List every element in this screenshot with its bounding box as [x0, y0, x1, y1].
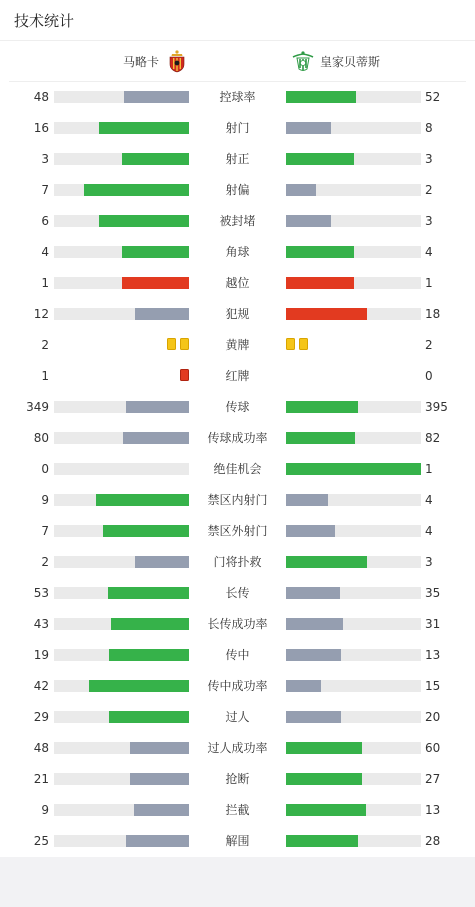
away-stat-value: 4: [425, 524, 433, 538]
away-bar-track: [286, 463, 421, 475]
home-bar-track: [54, 835, 189, 847]
home-stat-value: 6: [41, 214, 49, 228]
away-bar-track: [286, 246, 421, 258]
away-stat-value: 20: [425, 710, 441, 724]
home-bar-fill: [103, 525, 189, 537]
home-stat-value: 29: [33, 710, 49, 724]
home-bar-fill: [135, 308, 189, 320]
home-bar-fill: [99, 215, 190, 227]
home-bar-track: [54, 432, 189, 444]
away-stat-value: 15: [425, 679, 441, 693]
stat-row: [0, 795, 475, 826]
home-bar-fill: [123, 432, 189, 444]
away-stat-value: 2: [425, 183, 433, 197]
home-bar-fill: [124, 91, 189, 103]
away-bar-track: [286, 618, 421, 630]
stat-label: 过人成功率: [207, 741, 268, 755]
away-bar-track: [286, 711, 421, 723]
home-stat-value: 0: [41, 462, 49, 476]
away-bar-track: [286, 432, 421, 444]
home-bar-track: [54, 711, 189, 723]
away-stat-value: 395: [425, 400, 448, 414]
away-bar-track: [286, 649, 421, 661]
home-stat-value: 80: [33, 431, 49, 445]
stat-label: 被封堵: [219, 214, 256, 228]
stat-label: 解围: [225, 834, 250, 848]
away-bar-track: [286, 556, 421, 568]
away-stat-value: 52: [425, 90, 441, 104]
home-stat-value: 21: [33, 772, 49, 786]
away-stat-value: 35: [425, 586, 441, 600]
stat-label: 传中: [225, 648, 250, 662]
away-bar-fill: [286, 711, 341, 723]
home-bar-track: [54, 463, 189, 475]
stat-row: [0, 454, 475, 485]
home-bar-track: [54, 494, 189, 506]
away-bar-fill: [286, 804, 366, 816]
stats-header: [0, 0, 475, 41]
away-bar-fill: [286, 308, 367, 320]
away-stat-value: 13: [425, 648, 441, 662]
stat-label: 绝佳机会: [213, 462, 262, 476]
home-stat-value: 16: [33, 121, 49, 135]
home-bar-fill: [126, 835, 189, 847]
stat-label: 禁区内射门: [207, 493, 268, 507]
stat-row: [0, 516, 475, 547]
away-stat-value: 0: [425, 369, 433, 383]
away-bar-fill: [286, 649, 341, 661]
stat-row: [0, 237, 475, 268]
away-stat-value: 13: [425, 803, 441, 817]
home-stat-value: 7: [41, 183, 49, 197]
stat-row: [0, 175, 475, 206]
stat-row: [0, 82, 475, 113]
away-stat-value: 1: [425, 276, 433, 290]
away-bar-fill: [286, 463, 421, 475]
away-stat-value: 18: [425, 307, 441, 321]
stat-row: [0, 640, 475, 671]
stat-row: [0, 392, 475, 423]
home-bar-fill: [111, 618, 189, 630]
home-bar-fill: [84, 184, 189, 196]
home-bar-track: [54, 773, 189, 785]
home-stat-value: 48: [33, 741, 49, 755]
away-bar-fill: [286, 556, 367, 568]
away-stat-value: 60: [425, 741, 441, 755]
home-bar-track: [54, 246, 189, 258]
stat-label: 门将扑救: [213, 555, 262, 569]
home-stat-value: 4: [41, 245, 49, 259]
away-stat-value: 2: [425, 338, 433, 352]
away-bar-track: [286, 122, 421, 134]
stat-row: [0, 299, 475, 330]
away-bar-fill: [286, 742, 362, 754]
home-stat-value: 53: [33, 586, 49, 600]
away-bar-track: [286, 91, 421, 103]
away-team-name: 皇家贝蒂斯: [320, 54, 381, 69]
stat-label: 角球: [225, 245, 250, 259]
stat-label: 控球率: [219, 90, 256, 104]
away-bar-fill: [286, 525, 335, 537]
home-bar-fill: [130, 742, 189, 754]
away-bar-fill: [286, 215, 331, 227]
home-bar-fill: [122, 153, 190, 165]
away-bar-fill: [286, 587, 340, 599]
stat-row: [0, 609, 475, 640]
home-stat-value: 9: [41, 493, 49, 507]
away-bar-fill: [286, 680, 321, 692]
home-team-name: 马略卡: [122, 54, 159, 69]
mallorca-crest-icon: [165, 49, 189, 73]
home-bar-track: [54, 91, 189, 103]
stat-label: 传球: [225, 400, 250, 414]
home-bar-track: [54, 308, 189, 320]
away-stat-value: 4: [425, 245, 433, 259]
home-stat-value: 2: [41, 555, 49, 569]
away-stat-value: 28: [425, 834, 441, 848]
home-stat-value: 19: [33, 648, 49, 662]
away-bar-track: [286, 308, 421, 320]
home-bar-track: [54, 587, 189, 599]
home-bar-fill: [99, 122, 190, 134]
home-bar-fill: [89, 680, 189, 692]
home-stat-value: 1: [41, 276, 49, 290]
stat-label: 传球成功率: [207, 431, 268, 445]
yellow-card-icon: [180, 338, 189, 350]
away-bar-track: [286, 742, 421, 754]
stat-row: [0, 578, 475, 609]
away-bar-track: [286, 153, 421, 165]
home-stat-value: 2: [41, 338, 49, 352]
home-bar-track: [54, 184, 189, 196]
yellow-card-icon: [299, 338, 308, 350]
away-bar-fill: [286, 91, 356, 103]
home-cards: [180, 369, 189, 381]
home-team[interactable]: [123, 49, 189, 73]
home-bar-track: [54, 277, 189, 289]
home-bar-fill: [126, 401, 189, 413]
away-bar-fill: [286, 432, 355, 444]
stat-label: 拦截: [225, 803, 250, 817]
stat-row: [0, 423, 475, 454]
away-stat-value: 3: [425, 214, 433, 228]
away-bar-fill: [286, 122, 331, 134]
home-cards: [167, 338, 189, 350]
away-bar-fill: [286, 773, 362, 785]
home-bar-fill: [108, 587, 189, 599]
away-bar-track: [286, 215, 421, 227]
away-bar-track: [286, 773, 421, 785]
home-bar-track: [54, 525, 189, 537]
stat-label: 射门: [225, 121, 250, 135]
stat-row: [0, 206, 475, 237]
away-stat-value: 31: [425, 617, 441, 631]
stat-label: 传中成功率: [207, 679, 268, 693]
away-bar-track: [286, 401, 421, 413]
home-stat-value: 7: [41, 524, 49, 538]
away-bar-track: [286, 804, 421, 816]
home-bar-track: [54, 122, 189, 134]
stat-row: [0, 268, 475, 299]
stat-label: 射正: [225, 152, 250, 166]
away-bar-fill: [286, 277, 354, 289]
home-bar-fill: [134, 804, 189, 816]
stat-row: [0, 485, 475, 516]
home-bar-fill: [96, 494, 189, 506]
stat-row: [0, 113, 475, 144]
away-team[interactable]: [291, 49, 380, 73]
stat-label: 射偏: [225, 183, 250, 197]
stat-label: 长传成功率: [207, 617, 268, 631]
home-bar-fill: [130, 773, 189, 785]
home-stat-value: 25: [33, 834, 49, 848]
home-bar-track: [54, 153, 189, 165]
away-stat-value: 4: [425, 493, 433, 507]
away-bar-fill: [286, 835, 358, 847]
home-bar-track: [54, 556, 189, 568]
home-bar-track: [54, 680, 189, 692]
stat-label: 禁区外射门: [207, 524, 268, 538]
home-stat-value: 42: [33, 679, 49, 693]
away-stat-value: 1: [425, 462, 433, 476]
home-bar-fill: [122, 246, 190, 258]
stat-row: [0, 144, 475, 175]
stats-list: [0, 82, 475, 857]
home-bar-track: [54, 401, 189, 413]
home-stat-value: 43: [33, 617, 49, 631]
real-betis-crest-icon: [291, 49, 315, 73]
home-stat-value: 12: [33, 307, 49, 321]
away-bar-track: [286, 835, 421, 847]
stat-label: 长传: [225, 586, 250, 600]
home-bar-track: [54, 618, 189, 630]
away-bar-track: [286, 277, 421, 289]
away-bar-track: [286, 184, 421, 196]
home-bar-track: [54, 215, 189, 227]
home-bar-fill: [109, 711, 189, 723]
stat-label: 抢断: [225, 772, 250, 786]
stat-label: 红牌: [225, 369, 250, 383]
home-stat-value: 349: [26, 400, 49, 414]
away-cards: [286, 338, 308, 350]
stat-row: [0, 733, 475, 764]
teams-row: [9, 41, 466, 82]
stat-label: 过人: [225, 710, 250, 724]
away-bar-track: [286, 525, 421, 537]
stat-row: [0, 547, 475, 578]
away-bar-track: [286, 494, 421, 506]
away-bar-fill: [286, 153, 354, 165]
stat-row: [0, 764, 475, 795]
home-bar-track: [54, 742, 189, 754]
away-bar-fill: [286, 184, 316, 196]
home-stat-value: 9: [41, 803, 49, 817]
red-card-icon: [180, 369, 189, 381]
home-bar-fill: [109, 649, 189, 661]
away-bar-track: [286, 680, 421, 692]
away-stat-value: 3: [425, 152, 433, 166]
yellow-card-icon: [286, 338, 295, 350]
home-bar-fill: [122, 277, 190, 289]
away-bar-fill: [286, 618, 343, 630]
stat-row: [0, 702, 475, 733]
away-bar-track: [286, 587, 421, 599]
stat-row: [0, 361, 475, 392]
away-stat-value: 3: [425, 555, 433, 569]
home-bar-track: [54, 649, 189, 661]
home-stat-value: 48: [33, 90, 49, 104]
stat-row: [0, 671, 475, 702]
stat-label: 越位: [225, 276, 250, 290]
yellow-card-icon: [167, 338, 176, 350]
away-stat-value: 8: [425, 121, 433, 135]
away-stat-value: 82: [425, 431, 441, 445]
home-bar-track: [54, 804, 189, 816]
away-bar-fill: [286, 246, 354, 258]
away-bar-fill: [286, 494, 328, 506]
away-stat-value: 27: [425, 772, 441, 786]
stat-row: [0, 330, 475, 361]
away-bar-fill: [286, 401, 358, 413]
home-bar-fill: [135, 556, 189, 568]
home-stat-value: 3: [41, 152, 49, 166]
stat-row: [0, 826, 475, 857]
stat-label: 犯规: [225, 307, 250, 321]
home-stat-value: 1: [41, 369, 49, 383]
page-title: 技术统计: [14, 11, 75, 30]
stat-label: 黄牌: [225, 338, 250, 352]
